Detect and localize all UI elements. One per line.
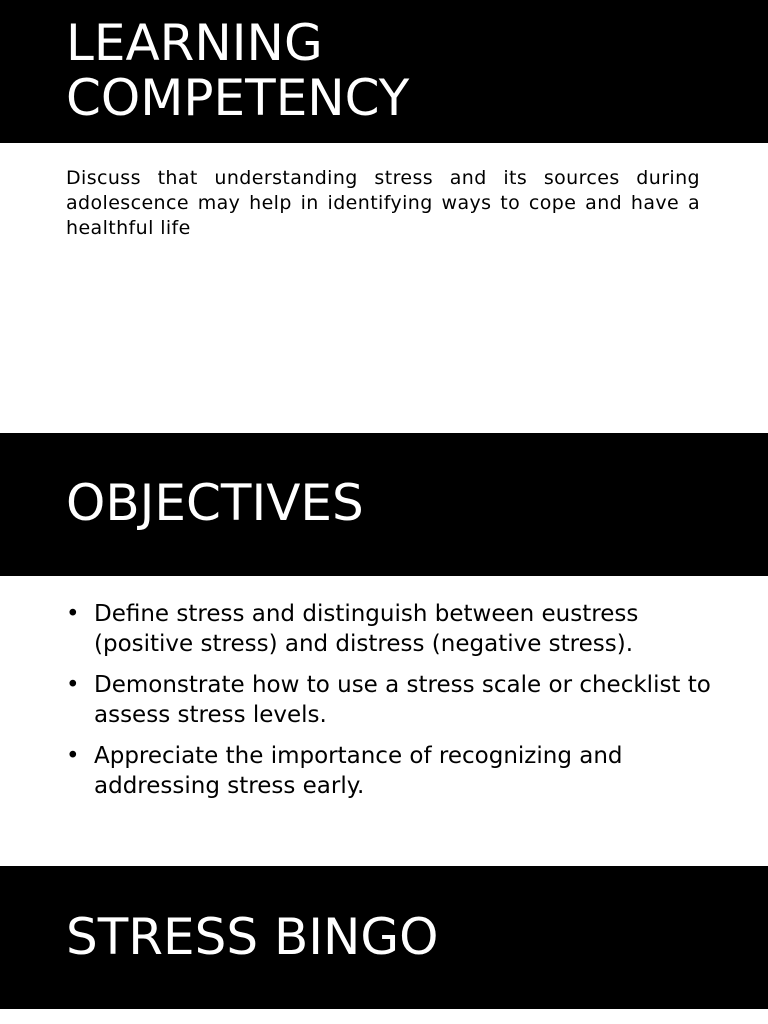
objectives-list <box>66 599 716 812</box>
stress-bingo-title: STRESS BINGO <box>66 908 439 966</box>
objective-text: Define stress and distinguish between eustress (positive stress) and distress (negative stress). <box>94 601 639 657</box>
objective-item <box>66 599 716 659</box>
stress-bingo-header <box>0 866 768 1009</box>
objective-text: Demonstrate how to use a stress scale or checklist to assess stress levels. <box>94 672 711 728</box>
bullet-icon: • <box>66 601 80 627</box>
objective-item <box>66 741 716 801</box>
bullet-icon: • <box>66 743 80 769</box>
bullet-icon: • <box>66 672 80 698</box>
objective-item <box>66 670 716 730</box>
learning-competency-text: Discuss that understanding stress and its sources during adolescence may help in identifying ways to cope and have a healthful life <box>66 167 700 239</box>
learning-competency-header <box>0 0 768 143</box>
objectives-title: OBJECTIVES <box>66 474 364 532</box>
title-line-2: COMPETENCY <box>66 69 410 127</box>
objective-text: Appreciate the importance of recognizing and addressing stress early. <box>94 743 623 799</box>
learning-competency-title <box>66 16 409 126</box>
objectives-header <box>0 433 768 576</box>
title-line-1: LEARNING <box>66 14 323 72</box>
